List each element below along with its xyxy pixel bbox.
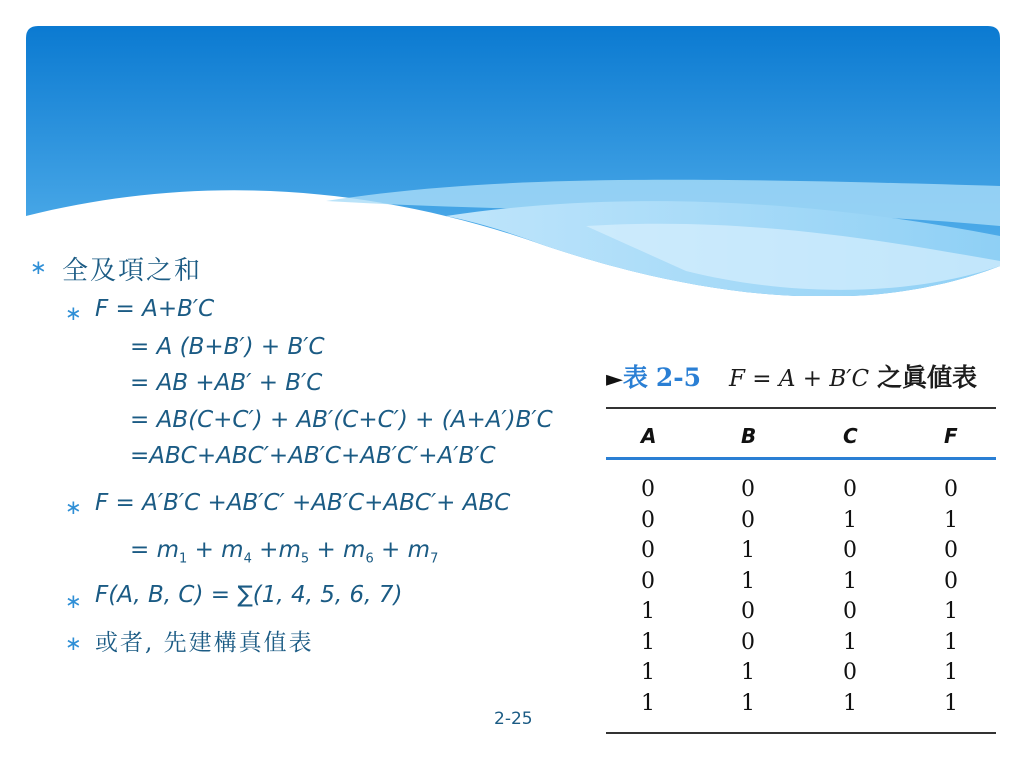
formula-line-1: F = A+B′C bbox=[95, 296, 215, 322]
minterm-sub: 6 bbox=[365, 551, 374, 567]
table-cell: 1 bbox=[944, 690, 958, 716]
table-cell: 0 bbox=[641, 477, 655, 502]
table-cell: 1 bbox=[843, 690, 857, 716]
minterm-plus: + m bbox=[373, 537, 431, 563]
table-cell: 1 bbox=[843, 507, 857, 533]
table-cell: 1 bbox=[944, 629, 958, 655]
table-cell: 1 bbox=[641, 599, 655, 624]
table-header-f: F bbox=[944, 424, 958, 448]
table-cell: 1 bbox=[641, 660, 655, 685]
table-header-b: B bbox=[741, 424, 757, 448]
table-top-rule bbox=[606, 407, 996, 409]
table-title bbox=[606, 358, 977, 394]
table-cell: 1 bbox=[944, 599, 958, 624]
table-cell: 1 bbox=[741, 660, 755, 685]
table-cell: 1 bbox=[944, 507, 958, 533]
minterm-line bbox=[130, 537, 438, 567]
table-cell: 0 bbox=[741, 507, 755, 533]
bullet-star-icon: ∗ bbox=[65, 589, 82, 613]
table-cell: 0 bbox=[741, 629, 755, 655]
bullet-star-icon: ∗ bbox=[65, 495, 82, 519]
table-equation: F = A + B′C bbox=[729, 366, 870, 392]
table-cell: 1 bbox=[843, 629, 857, 655]
table-header-rule bbox=[606, 457, 996, 460]
formula-cont-2: = AB +AB′ + B′C bbox=[130, 370, 323, 396]
minterm-sub: 4 bbox=[243, 551, 252, 567]
table-number: 2-5 bbox=[655, 363, 702, 392]
triangle-right-icon: ► bbox=[606, 367, 623, 392]
formula-cont-3: = AB(C+C′) + AB′(C+C′) + (A+A′)B′C bbox=[130, 407, 553, 433]
table-cell: 1 bbox=[741, 568, 755, 594]
table-cell: 1 bbox=[641, 629, 655, 655]
table-cell: 0 bbox=[843, 538, 857, 563]
table-cell: 0 bbox=[741, 477, 755, 502]
table-bottom-rule bbox=[606, 732, 996, 734]
table-cell: 1 bbox=[741, 690, 755, 716]
table-cell: 0 bbox=[741, 599, 755, 624]
table-cell: 0 bbox=[944, 568, 958, 594]
table-cell: 0 bbox=[944, 538, 958, 563]
formula-line-3: F(A, B, C) = ∑(1, 4, 5, 6, 7) bbox=[95, 582, 403, 608]
table-cell: 1 bbox=[741, 538, 755, 563]
formula-cont-1: = A (B+B′) + B′C bbox=[130, 334, 325, 360]
minterm-plus: + m bbox=[309, 537, 366, 563]
table-cell: 0 bbox=[944, 477, 958, 502]
table-header-a: A bbox=[641, 424, 657, 448]
table-cell: 0 bbox=[843, 477, 857, 502]
bullet-star-icon: ∗ bbox=[65, 631, 82, 655]
minterm-sub: 5 bbox=[300, 551, 310, 567]
minterm-plus: +m bbox=[251, 537, 301, 563]
bullet-star-icon: ∗ bbox=[65, 301, 82, 325]
bullet-main: 全及項之和 bbox=[62, 256, 203, 286]
minterm-sub: 1 bbox=[179, 551, 188, 567]
minterm-sub: 7 bbox=[430, 551, 439, 567]
table-cell: 1 bbox=[641, 690, 655, 716]
table-cell: 0 bbox=[641, 568, 655, 594]
table-caption: 之眞値表 bbox=[877, 363, 978, 392]
bullet-star-icon: ∗ bbox=[30, 255, 47, 279]
formula-line-4: 或者, 先建構真值表 bbox=[95, 630, 314, 656]
table-cell: 1 bbox=[944, 660, 958, 685]
table-cell: 0 bbox=[641, 538, 655, 563]
minterm-prefix: = m bbox=[130, 537, 179, 563]
minterm-plus: + m bbox=[187, 537, 244, 563]
formula-cont-4: =ABC+ABC′+AB′C+AB′C′+A′B′C bbox=[130, 443, 496, 469]
table-label: 表 bbox=[622, 363, 648, 392]
page-number: 2-25 bbox=[494, 709, 533, 729]
table-cell: 0 bbox=[843, 599, 857, 624]
table-header-c: C bbox=[843, 424, 858, 448]
table-cell: 0 bbox=[843, 660, 857, 685]
table-cell: 1 bbox=[843, 568, 857, 594]
table-cell: 0 bbox=[641, 507, 655, 533]
formula-line-2: F = A′B′C +AB′C′ +AB′C+ABC′+ ABC bbox=[95, 490, 511, 516]
